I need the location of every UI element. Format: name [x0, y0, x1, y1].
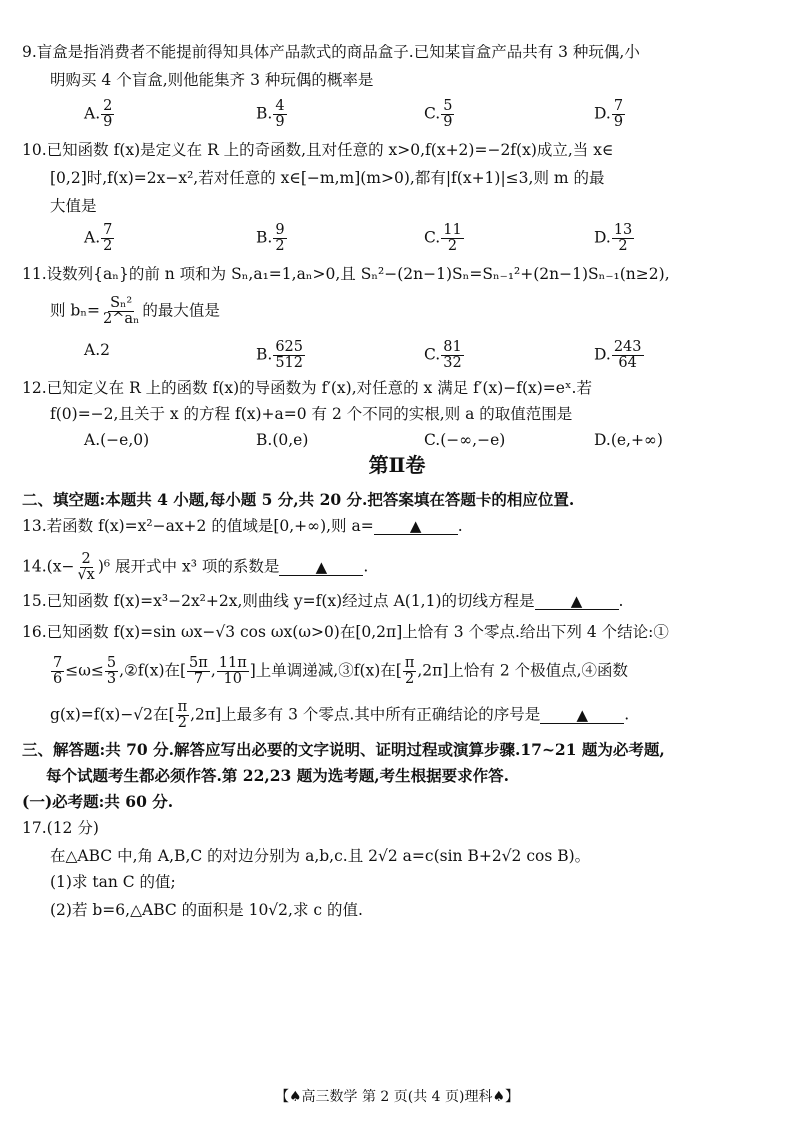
- q10-line1: 10.已知函数 f(x)是定义在 R 上的奇函数,且对任意的 x>0,f(x+2)=−2f(x)成立,当 x∈: [22, 141, 614, 159]
- q9-option-a: A. $\frac{2}{9}$: [84, 98, 113, 130]
- q10-option-d: D. $\frac{13}{2}$: [594, 222, 633, 254]
- q13: 13.若函数 f(x)=x²−ax+2 的值域是[0,+∞),则 a= ▲ .: [22, 517, 463, 535]
- q11-option-a: A.2: [84, 341, 110, 359]
- q11-option-c: C. $\frac{81}{32}$: [424, 339, 462, 371]
- q10-line3: 大值是: [50, 197, 97, 215]
- triangle-icon: ▲: [570, 592, 583, 610]
- q11-line1: 11.设数列{aₙ}的前 n 项和为 Sₙ,a₁=1,aₙ>0,且 Sₙ²−(2n−1)Sₙ=Sₙ₋₁²+(2n−1)Sₙ₋₁(n≥2),: [22, 265, 670, 283]
- q12-option-c: C.(−∞,−e): [424, 431, 506, 449]
- q16-answer-blank: [540, 707, 624, 724]
- section3-heading-line1: 三、解答题:共 70 分.解答应写出必要的文字说明、证明过程或演算步骤.17~21 题为必考题,: [22, 740, 665, 759]
- q11-option-b: B. $\frac{625}{512}$: [256, 339, 304, 371]
- section2-heading: 二、填空题:本题共 4 小题,每小题 5 分,共 20 分.把答案填在答题卡的相应位置.: [22, 490, 575, 509]
- q12-option-a: A.(−e,0): [84, 431, 150, 449]
- q10-option-c: C. $\frac{11}{2}$: [424, 222, 462, 254]
- part2-title: 第Ⅱ卷: [368, 453, 426, 477]
- q9-option-d: D. $\frac{7}{9}$: [594, 98, 624, 130]
- q15: 15.已知函数 f(x)=x³−2x²+2x,则曲线 y=f(x)经过点 A(1,1)的切线方程是 ▲ .: [22, 592, 624, 610]
- q15-answer-blank: [535, 593, 619, 610]
- q16-line3: g(x)=f(x)−√2在[ $\frac{\pi}{2}$ ,2π]上最多有 3 个零点.其中所有正确结论的序号是 ▲ .: [50, 699, 630, 731]
- page-footer: 【♠高三数学 第 2 页(共 4 页)理科♠】: [274, 1089, 520, 1105]
- triangle-icon: ▲: [576, 705, 589, 724]
- triangle-icon: ▲: [409, 517, 422, 535]
- q12-option-b: B.(0,e): [256, 431, 309, 449]
- q17-part2: (2)若 b=6,△ABC 的面积是 10√2,求 c 的值.: [50, 901, 363, 919]
- subsection-required: (一)必考题:共 60 分.: [22, 792, 174, 811]
- q11-line2: 则 bₙ= $\frac{\text{Sₙ²}}{\text{2\textasciicircum{}aₙ}}$ 的最大值是: [50, 295, 220, 327]
- q12-line2: f(0)=−2,且关于 x 的方程 f(x)+a=0 有 2 个不同的实根,则 a 的取值范围是: [50, 405, 573, 423]
- q16-line2: $\frac{7}{6}$ ≤ω≤ $\frac{5}{3}$ ,②f(x)在[ $\frac{5\pi}{7}$ , $\frac{11\pi}{10}$ ]上单调递减,③f(x)在[ $\frac{\pi}{2}$ ,2π]上恰有 2 个极值点,④函数: [53, 655, 629, 687]
- q10-option-a: A. $\frac{7}{2}$: [84, 222, 113, 254]
- q14: 14.(x− $\frac{2}{√x}$ )⁶ 展开式中 x³ 项的系数是 ▲ .: [22, 551, 369, 583]
- q9-line1: 9.盲盒是指消费者不能提前得知具体产品款式的商品盒子.已知某盲盒产品共有 3 种玩偶,小: [22, 43, 640, 61]
- q13-answer-blank: [374, 518, 458, 535]
- q12-option-d: D.(e,+∞): [594, 431, 663, 449]
- q10-option-b: B. $\frac{9}{2}$: [256, 222, 285, 254]
- q9-option-b: B. $\frac{4}{9}$: [256, 98, 285, 130]
- triangle-icon: ▲: [315, 557, 328, 576]
- q9-line2: 明购买 4 个盲盒,则他能集齐 3 种玩偶的概率是: [50, 71, 374, 89]
- q10-line2: [0,2]时,f(x)=2x−x²,若对任意的 x∈[−m,m](m>0),都有|f(x+1)|≤3,则 m 的最: [50, 169, 605, 187]
- q16-line1: 16.已知函数 f(x)=sin ωx−√3 cos ωx(ω>0)在[0,2π]上恰有 3 个零点.给出下列 4 个结论:①: [22, 623, 669, 641]
- q17-part1: (1)求 tan C 的值;: [50, 873, 176, 891]
- q17-stem: 在△ABC 中,角 A,B,C 的对边分别为 a,b,c.且 2√2 a=c(sin B+2√2 cos B)。: [50, 847, 591, 865]
- q17-head: 17.(12 分): [22, 819, 99, 837]
- section3-heading-line2: 每个试题考生都必须作答.第 22,23 题为选考题,考生根据要求作答.: [46, 766, 510, 785]
- q14-answer-blank: [279, 559, 363, 576]
- q12-line1: 12.已知定义在 R 上的函数 f(x)的导函数为 f′(x),对任意的 x 满足 f′(x)−f(x)=eˣ.若: [22, 379, 592, 397]
- q9-option-c: C. $\frac{5}{9}$: [424, 98, 453, 130]
- q11-option-d: D. $\frac{243}{64}$: [594, 339, 642, 371]
